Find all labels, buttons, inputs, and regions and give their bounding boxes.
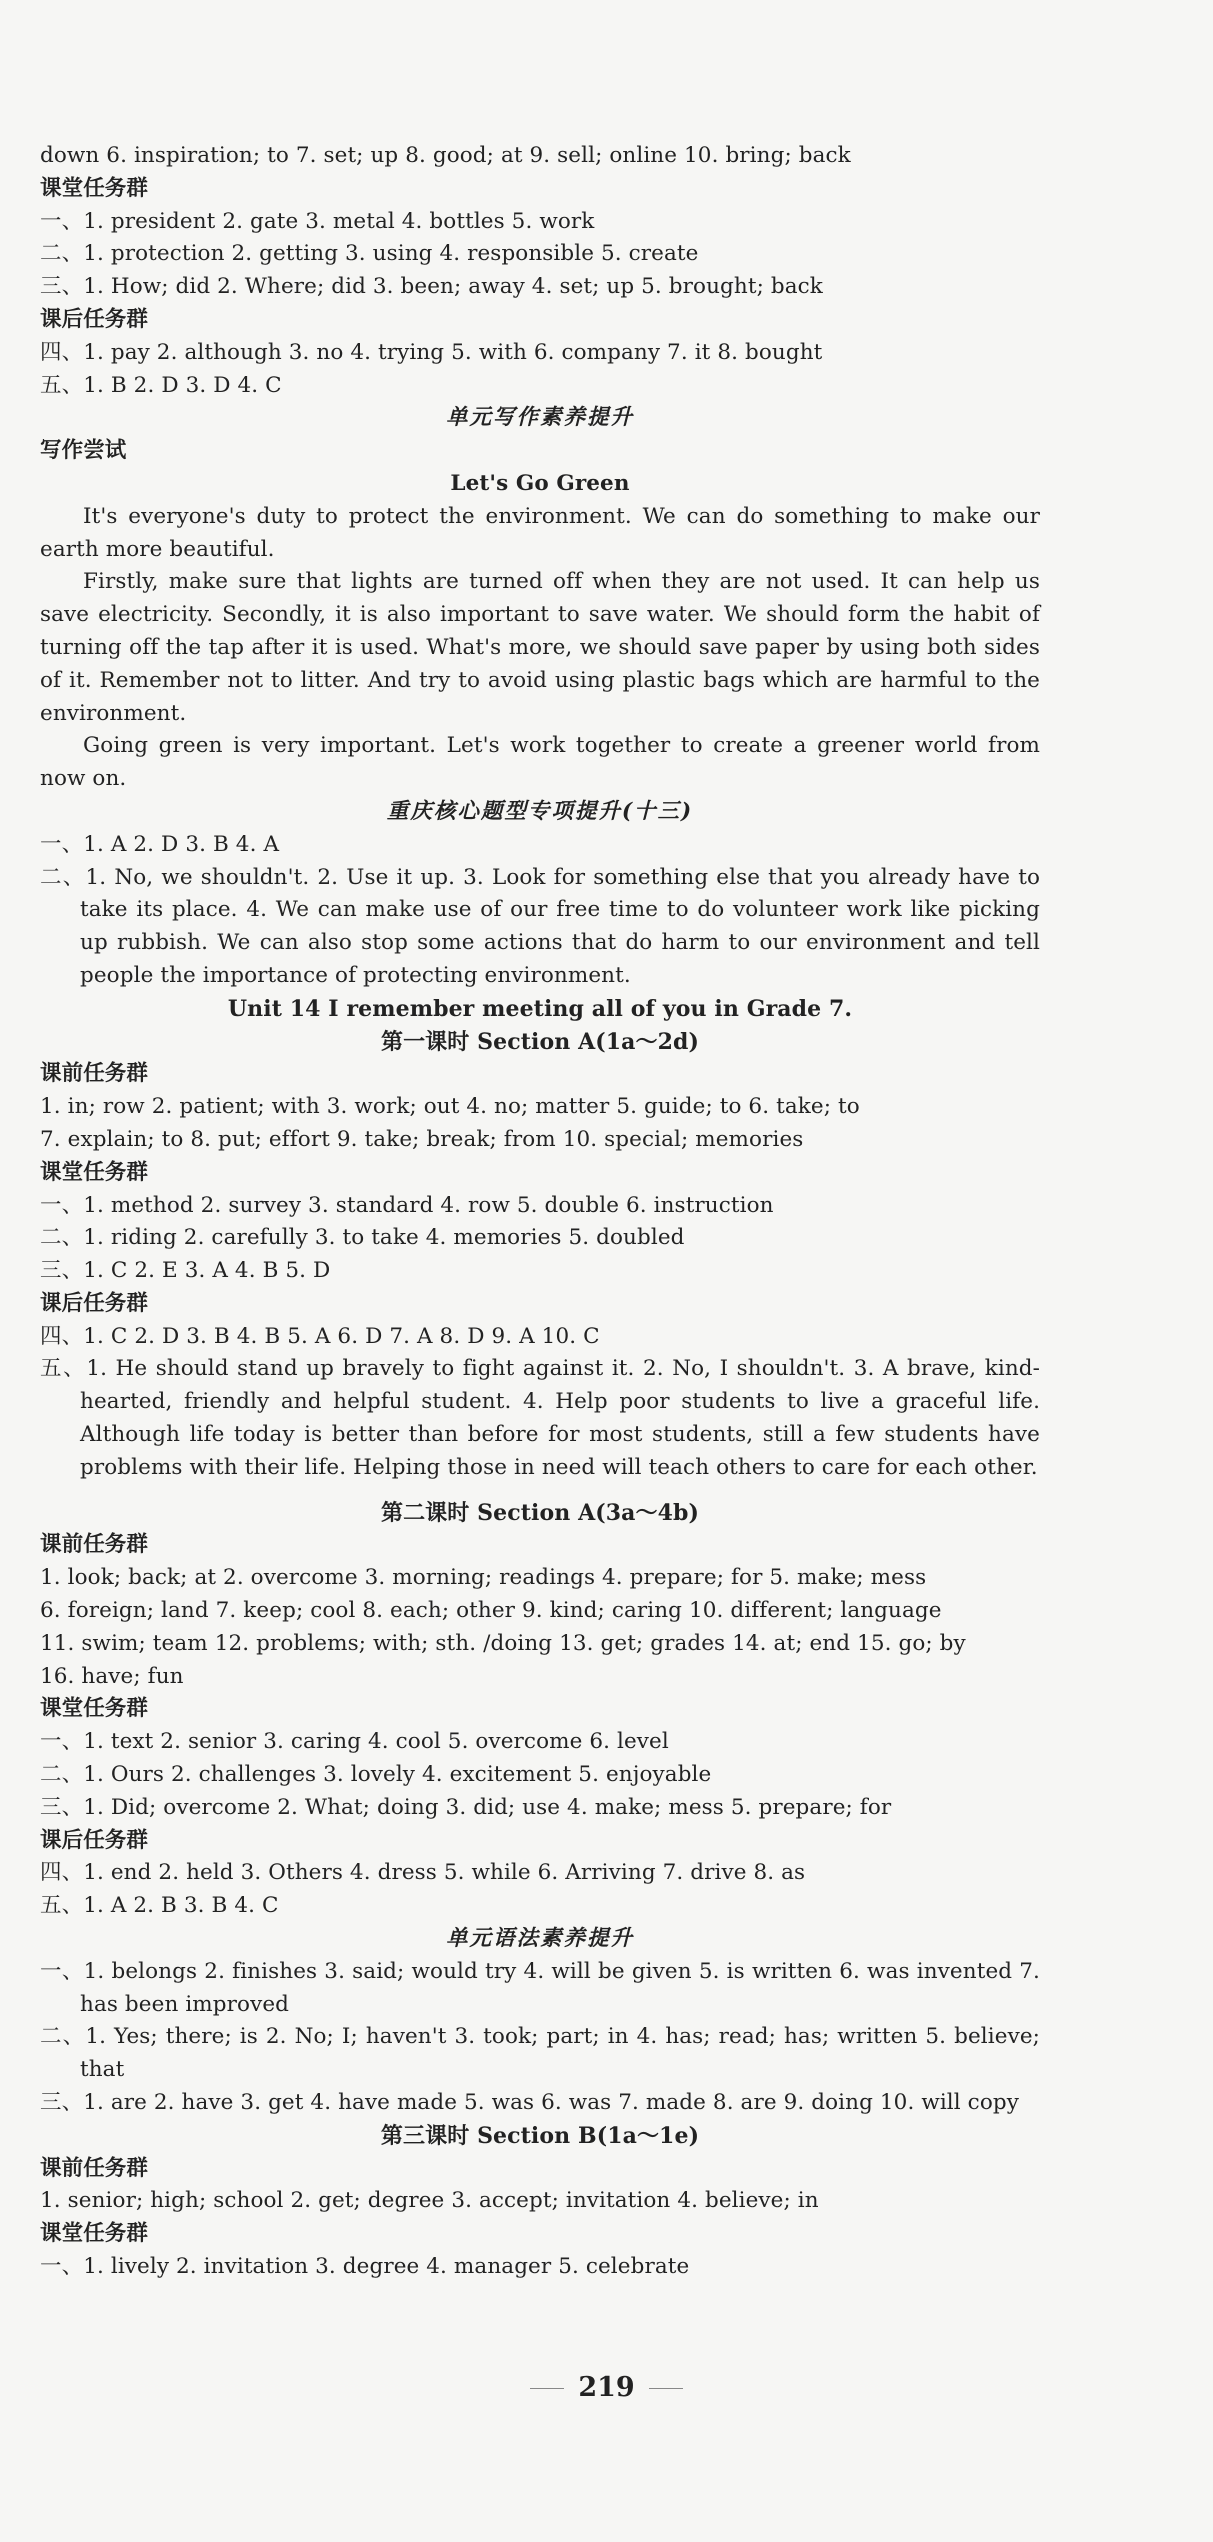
answer-line: down 6. inspiration; to 7. set; up 8. good; at 9. sell; online 10. bring; back (40, 143, 851, 168)
answer-line: 一、1. A 2. D 3. B 4. A (40, 831, 280, 857)
task-group-heading: 课前任务群 (40, 1061, 149, 1087)
footer-dash-right (649, 2388, 683, 2389)
answer-paragraph: 一、1. belongs 2. finishes 3. said; would try 4. will be given 5. is written 6. was invented 7. has been improved (40, 1958, 1040, 2017)
answer-paragraph: 二、1. Yes; there; is 2. No; I; haven't 3. took; part; in 4. has; read; has; written 5. believe; that (40, 2024, 1040, 2083)
answer-line: 一、1. method 2. survey 3. standard 4. row 5. double 6. instruction (40, 1192, 774, 1218)
answer-line: 四、1. C 2. D 3. B 4. B 5. A 6. D 7. A 8. D 9. A 10. C (40, 1323, 600, 1349)
answer-paragraph: 三、1. are 2. have 3. get 4. have made 5. was 6. was 7. made 8. are 9. doing 10. will copy (40, 2090, 1019, 2116)
task-group-heading: 课堂任务群 (40, 2221, 149, 2247)
answer-line: 1. in; row 2. patient; with 3. work; out 4. no; matter 5. guide; to 6. take; to (40, 1094, 860, 1120)
spacer (40, 1485, 1040, 1497)
answer-line: 五、1. B 2. D 3. D 4. C (40, 372, 282, 398)
page-number-footer (0, 2372, 1213, 2403)
page-content (40, 140, 1040, 2284)
answer-line: 五、1. A 2. B 3. B 4. C (40, 1893, 279, 1919)
answer-line: 6. foreign; land 7. keep; cool 8. each; other 9. kind; caring 10. different; language (40, 1598, 942, 1624)
answer-line: 11. swim; team 12. problems; with; sth. /doing 13. get; grades 14. at; end 15. go; by (40, 1630, 966, 1656)
answer-line: 四、1. pay 2. although 3. no 4. trying 5. with 6. company 7. it 8. bought (40, 339, 823, 365)
task-group-heading: 课后任务群 (40, 1827, 149, 1853)
task-group-heading: 课堂任务群 (40, 175, 149, 201)
answer-line: 三、1. C 2. E 3. A 4. B 5. D (40, 1258, 331, 1284)
answer-line: 一、1. president 2. gate 3. metal 4. bottles 5. work (40, 208, 595, 234)
task-group-heading: 课堂任务群 (40, 1159, 149, 1185)
essay-paragraph: Firstly, make sure that lights are turned off when they are not used. It can help us save electricity. Secondly, it is also important to save water. We should form the habit of turning off the tap after it is used. What's more, we should save paper by using both sides of it. Remember not to litter. And try to avoid using plastic bags which are harmful to the environment. (40, 569, 1040, 726)
essay-paragraph: It's everyone's duty to protect the environment. We can do something to make our earth more beautiful. (40, 503, 1040, 562)
lesson-title: 第二课时 Section A(3a～4b) (380, 1499, 700, 1526)
answer-line: 四、1. end 2. held 3. Others 4. dress 5. while 6. Arriving 7. drive 8. as (40, 1860, 806, 1886)
answer-line: 二、1. Ours 2. challenges 3. lovely 4. excitement 5. enjoyable (40, 1762, 712, 1788)
answer-line: 一、1. lively 2. invitation 3. degree 4. manager 5. celebrate (40, 2254, 690, 2279)
answer-line: 三、1. How; did 2. Where; did 3. been; away 4. set; up 5. brought; back (40, 274, 823, 300)
section-title-writing: 单元写作素养提升 (445, 405, 634, 431)
section-title-chongqing: 重庆核心题型专项提升(十三) (386, 798, 694, 824)
answer-line: 1. look; back; at 2. overcome 3. morning; readings 4. prepare; for 5. make; mess (40, 1565, 927, 1591)
answer-line: 二、1. riding 2. carefully 3. to take 4. memories 5. doubled (40, 1225, 685, 1251)
answer-line: 7. explain; to 8. put; effort 9. take; break; from 10. special; memories (40, 1126, 804, 1152)
task-group-heading: 课堂任务群 (40, 1696, 149, 1722)
task-group-heading: 课前任务群 (40, 2155, 149, 2181)
answer-line: 二、1. protection 2. getting 3. using 4. responsible 5. create (40, 241, 699, 267)
footer-dash-left (530, 2388, 564, 2389)
task-group-heading: 课后任务群 (40, 1290, 149, 1316)
section-title-grammar: 单元语法素养提升 (445, 1926, 634, 1952)
writing-label: 写作尝试 (40, 438, 127, 464)
lesson-title: 第三课时 Section B(1a～1e) (380, 2122, 700, 2149)
answer-paragraph: 二、1. No, we shouldn't. 2. Use it up. 3. Look for something else that you already have to take its place. 4. We can make use of our free time to do volunteer work like picking up rubbish. We can also stop some actions that do harm to our environment and tell people the importance of protecting environment. (40, 864, 1040, 988)
task-group-heading: 课前任务群 (40, 1532, 149, 1558)
task-group-heading: 课后任务群 (40, 306, 149, 332)
essay-title: Let's Go Green (450, 470, 630, 496)
answer-line: 16. have; fun (40, 1663, 184, 1689)
essay-paragraph: Going green is very important. Let's work together to create a greener world from now on. (40, 733, 1040, 792)
answer-line: 三、1. Did; overcome 2. What; doing 3. did; use 4. make; mess 5. prepare; for (40, 1794, 892, 1820)
page-number: 219 (578, 2372, 635, 2403)
answer-line: 1. senior; high; school 2. get; degree 3. accept; invitation 4. believe; in (40, 2188, 819, 2214)
unit-title: Unit 14 I remember meeting all of you in Grade 7. (227, 995, 853, 1022)
answer-paragraph: 五、1. He should stand up bravely to fight against it. 2. No, I shouldn't. 3. A brave, kind-hearted, friendly and helpful student. 4. Help poor students to live a graceful life. Although life today is better than before for most students, still a few students have problems with their life. Helping those in need will teach others to care for each other. (40, 1356, 1040, 1480)
answer-line: 一、1. text 2. senior 3. caring 4. cool 5. overcome 6. level (40, 1729, 669, 1755)
lesson-title: 第一课时 Section A(1a～2d) (380, 1028, 700, 1055)
